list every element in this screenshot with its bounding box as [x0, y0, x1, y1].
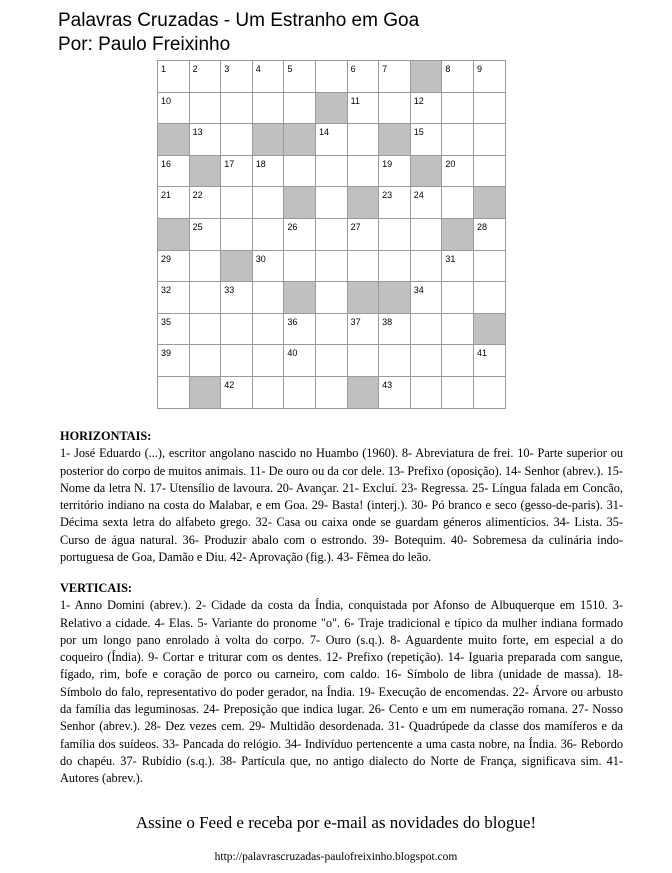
cell-number: 22: [192, 190, 203, 201]
blog-url[interactable]: http://palavrascruzadas-paulofreixinho.blogspot.com: [214, 851, 458, 863]
grid-cell[interactable]: [473, 61, 505, 93]
grid-cell[interactable]: [410, 376, 442, 408]
puzzle-author: Por: Paulo Freixinho: [58, 34, 231, 55]
grid-cell[interactable]: [315, 187, 347, 219]
black-cell: [410, 155, 442, 187]
grid-row: [158, 282, 506, 314]
grid-cell[interactable]: [315, 250, 347, 282]
grid-cell[interactable]: [473, 92, 505, 124]
grid-cell[interactable]: [315, 155, 347, 187]
cell-number: 34: [413, 285, 424, 296]
grid-row: [158, 376, 506, 408]
black-cell: [347, 376, 379, 408]
cell-number: 30: [255, 253, 266, 264]
grid-cell[interactable]: [315, 376, 347, 408]
grid-cell[interactable]: [221, 187, 253, 219]
cell-number: 43: [382, 379, 393, 390]
grid-cell[interactable]: [410, 92, 442, 124]
grid-cell[interactable]: [442, 61, 474, 93]
cell-number: 1: [161, 64, 167, 74]
grid-cell[interactable]: [379, 155, 411, 187]
vertical-heading: VERTICAIS:: [60, 581, 132, 595]
grid-cell[interactable]: [442, 124, 474, 156]
grid-cell[interactable]: [158, 187, 190, 219]
black-cell: [442, 218, 474, 250]
crossword-grid: [157, 60, 506, 409]
cell-number: 10: [161, 95, 172, 106]
grid-cell[interactable]: [410, 187, 442, 219]
grid-cell[interactable]: [379, 92, 411, 124]
grid-cell[interactable]: [442, 155, 474, 187]
cell-number: 31: [445, 253, 456, 264]
grid-cell[interactable]: [473, 155, 505, 187]
grid-row: [158, 92, 506, 124]
black-cell: [284, 124, 316, 156]
grid-cell[interactable]: [189, 187, 221, 219]
cell-number: 23: [382, 190, 393, 201]
grid-cell[interactable]: [347, 124, 379, 156]
grid-cell[interactable]: [442, 92, 474, 124]
cell-number: 2: [192, 64, 198, 74]
black-cell: [347, 187, 379, 219]
cell-number: 35: [161, 316, 172, 327]
grid-cell[interactable]: [158, 345, 190, 377]
grid-row: [158, 124, 506, 156]
cell-number: 6: [350, 64, 356, 74]
cell-number: 16: [161, 158, 172, 169]
grid-cell[interactable]: [379, 218, 411, 250]
grid-cell[interactable]: [284, 155, 316, 187]
black-cell: [379, 124, 411, 156]
grid-cell[interactable]: [158, 376, 190, 408]
black-cell: [284, 187, 316, 219]
grid-row: [158, 218, 506, 250]
grid-cell[interactable]: [379, 61, 411, 93]
cell-number: 32: [161, 285, 172, 296]
cell-number: 29: [161, 253, 172, 264]
grid-cell[interactable]: [473, 376, 505, 408]
cell-number: 12: [413, 95, 424, 106]
cell-number: 36: [287, 316, 298, 327]
grid-cell[interactable]: [315, 61, 347, 93]
grid-cell[interactable]: [189, 61, 221, 93]
cell-number: 11: [350, 95, 360, 106]
cell-number: 3: [224, 64, 230, 74]
grid-cell[interactable]: [473, 218, 505, 250]
grid-row: [158, 313, 506, 345]
vertical-clues-text: 1- Anno Domini (abrev.). 2- Cidade da costa da Índia, conquistada por Afonso de Albuquerque em 1510. 3- Relativo a cidade. 4- Elas. 5- Variante do pronome "o". 6- Traje tradicional e típico da mulher indiana formado por um longo pano enrolado à volta do corpo. 7- Ouro (s.q.). 8- Aguardente muito forte, em especial a do coqueiro (Índia). 9- Cortar e triturar com os dentes. 12- Prefixo (repetição). 14- Iguaria preparada com sangue, fígado, rim, bofe e coração de porco ou carneiro, com caldo. 16- Símbolo de libra (unidade de massa). 18- Símbolo do falo, representativo do poder gerador, na Índia. 19- Execução de encomendas. 22- Árvore ou arbusto da família das leguminosas. 24- Preposição que indica lugar. 26- Cento e um em numeração romana. 27- Nosso Senhor (abrev.). 28- Dez vezes cem. 29- Multidão desordenada. 31- Quadrúpede da classe dos mamíferos e da família dos suídeos. 33- Pancada do relógio. 34- Indivíduo pertencente a uma casta nobre, na Índia. 36- Rebordo do chapéu. 37- Rubídio (s.q.). 38- Partícula que, no antigo dialecto do Norte de França, significava sim. 41- Autores (abrev.).: [60, 598, 623, 786]
vertical-clues: [60, 580, 623, 788]
grid-cell[interactable]: [473, 282, 505, 314]
grid-cell[interactable]: [473, 345, 505, 377]
grid-cell[interactable]: [442, 282, 474, 314]
grid-cell[interactable]: [284, 61, 316, 93]
grid-cell[interactable]: [252, 345, 284, 377]
grid-cell[interactable]: [252, 313, 284, 345]
grid-cell[interactable]: [221, 313, 253, 345]
black-cell: [379, 282, 411, 314]
grid-cell[interactable]: [379, 250, 411, 282]
grid-cell[interactable]: [379, 187, 411, 219]
grid-row: [158, 61, 506, 93]
grid-cell[interactable]: [158, 313, 190, 345]
cell-number: 20: [445, 158, 456, 169]
grid-cell[interactable]: [189, 218, 221, 250]
grid-cell[interactable]: [347, 345, 379, 377]
cell-number: 14: [318, 127, 329, 138]
grid-cell[interactable]: [473, 124, 505, 156]
grid-cell[interactable]: [221, 376, 253, 408]
cell-number: 9: [476, 64, 482, 74]
grid-cell[interactable]: [221, 282, 253, 314]
grid-cell[interactable]: [252, 218, 284, 250]
grid-cell[interactable]: [158, 250, 190, 282]
cell-number: 5: [287, 64, 293, 74]
black-cell: [284, 282, 316, 314]
grid-cell[interactable]: [315, 218, 347, 250]
black-cell: [189, 376, 221, 408]
cell-number: 24: [413, 190, 424, 201]
grid-cell[interactable]: [284, 250, 316, 282]
black-cell: [158, 218, 190, 250]
cell-number: 26: [287, 221, 298, 232]
grid-cell[interactable]: [284, 92, 316, 124]
grid-cell[interactable]: [158, 92, 190, 124]
grid-cell[interactable]: [189, 250, 221, 282]
grid-cell[interactable]: [379, 313, 411, 345]
black-cell: [252, 124, 284, 156]
puzzle-title: Palavras Cruzadas - Um Estranho em Goa: [58, 10, 420, 31]
grid-cell[interactable]: [158, 282, 190, 314]
grid-cell[interactable]: [347, 61, 379, 93]
grid-cell[interactable]: [284, 345, 316, 377]
grid-cell[interactable]: [410, 282, 442, 314]
grid-cell[interactable]: [158, 155, 190, 187]
grid-cell[interactable]: [189, 92, 221, 124]
grid-row: [158, 250, 506, 282]
grid-cell[interactable]: [410, 124, 442, 156]
grid-cell[interactable]: [315, 313, 347, 345]
cell-number: 17: [224, 158, 235, 169]
grid-cell[interactable]: [442, 313, 474, 345]
grid-cell[interactable]: [410, 345, 442, 377]
grid-row: [158, 345, 506, 377]
grid-cell[interactable]: [379, 345, 411, 377]
grid-cell[interactable]: [189, 313, 221, 345]
cell-number: 4: [255, 64, 261, 74]
grid-cell[interactable]: [347, 250, 379, 282]
grid-cell[interactable]: [158, 61, 190, 93]
grid-cell[interactable]: [379, 376, 411, 408]
horizontal-clues: [60, 428, 623, 566]
black-cell: [315, 92, 347, 124]
cell-number: 21: [161, 190, 172, 201]
grid-cell[interactable]: [252, 376, 284, 408]
grid-cell[interactable]: [221, 61, 253, 93]
grid-cell[interactable]: [252, 250, 284, 282]
grid-cell[interactable]: [442, 250, 474, 282]
cell-number: 41: [476, 348, 487, 359]
grid-cell[interactable]: [252, 187, 284, 219]
black-cell: [347, 282, 379, 314]
horizontal-heading: HORIZONTAIS:: [60, 429, 152, 443]
black-cell: [473, 313, 505, 345]
black-cell: [189, 155, 221, 187]
grid-cell[interactable]: [189, 345, 221, 377]
grid-cell[interactable]: [221, 218, 253, 250]
cell-number: 25: [192, 221, 203, 232]
grid-cell[interactable]: [221, 92, 253, 124]
grid-cell[interactable]: [410, 218, 442, 250]
grid-cell[interactable]: [221, 155, 253, 187]
grid-cell[interactable]: [347, 218, 379, 250]
subscribe-feed-text: Assine o Feed e receba por e-mail as novidades do blogue!: [135, 813, 537, 832]
cell-number: 13: [192, 127, 203, 138]
grid-cell[interactable]: [189, 282, 221, 314]
grid-row: [158, 187, 506, 219]
cell-number: 37: [350, 316, 361, 327]
cell-number: 15: [413, 127, 424, 138]
grid-cell[interactable]: [347, 155, 379, 187]
cell-number: 40: [287, 348, 298, 359]
black-cell: [473, 187, 505, 219]
black-cell: [410, 61, 442, 93]
grid-cell[interactable]: [347, 313, 379, 345]
black-cell: [158, 124, 190, 156]
cell-number: 38: [382, 316, 393, 327]
cell-number: 8: [445, 64, 451, 74]
cell-number: 19: [382, 158, 393, 169]
grid-cell[interactable]: [410, 250, 442, 282]
cell-number: 42: [224, 379, 235, 390]
grid-cell[interactable]: [442, 376, 474, 408]
grid-cell[interactable]: [221, 345, 253, 377]
cell-number: 33: [224, 285, 235, 296]
grid-cell[interactable]: [315, 124, 347, 156]
grid-cell[interactable]: [284, 218, 316, 250]
horizontal-clues-text: 1- José Eduardo (...), escritor angolano nascido no Huambo (1960). 8- Abreviatura de frei. 10- Parte superior ou posterior do corpo de muitos animais. 11- De ouro ou da cor dele. 13- Prefixo (oposição). 14- Senhor (abrev.). 15- Nome da letra N. 17- Utensílio de lavoura. 20- Avançar. 21- Excluí. 23- Regressa. 25- Língua falada em Concão, território indiano na costa do Malabar, e em Goa. 29- Basta! (interj.). 30- Pó branco e seco (gesso-de-paris). 31- Décima sexta letra do alfabeto grego. 32- Casa ou caixa onde se guardam géneros alimentícios. 34- Lista. 35- Curso de água natural. 36- Produzir abalo com o estrondo. 39- Botequim. 40- Sobremesa da culinária indo-portuguesa de Goa, Damão e Diu. 42- Aprovação (fig.). 43- Fêmea do leão.: [60, 446, 623, 565]
grid-cell[interactable]: [284, 376, 316, 408]
cell-number: 28: [476, 221, 487, 232]
grid-cell[interactable]: [189, 124, 221, 156]
grid-cell[interactable]: [252, 92, 284, 124]
grid-cell[interactable]: [252, 155, 284, 187]
grid-row: [158, 155, 506, 187]
grid-cell[interactable]: [442, 345, 474, 377]
grid-cell[interactable]: [442, 187, 474, 219]
grid-cell[interactable]: [315, 282, 347, 314]
grid-cell[interactable]: [252, 61, 284, 93]
cell-number: 39: [161, 348, 172, 359]
cell-number: 27: [350, 221, 361, 232]
grid-cell[interactable]: [284, 313, 316, 345]
grid-cell[interactable]: [315, 345, 347, 377]
grid-cell[interactable]: [347, 92, 379, 124]
black-cell: [221, 250, 253, 282]
grid-cell[interactable]: [473, 250, 505, 282]
cell-number: 18: [255, 158, 266, 169]
grid-cell[interactable]: [252, 282, 284, 314]
cell-number: 7: [382, 64, 388, 74]
grid-cell[interactable]: [221, 124, 253, 156]
grid-cell[interactable]: [410, 313, 442, 345]
